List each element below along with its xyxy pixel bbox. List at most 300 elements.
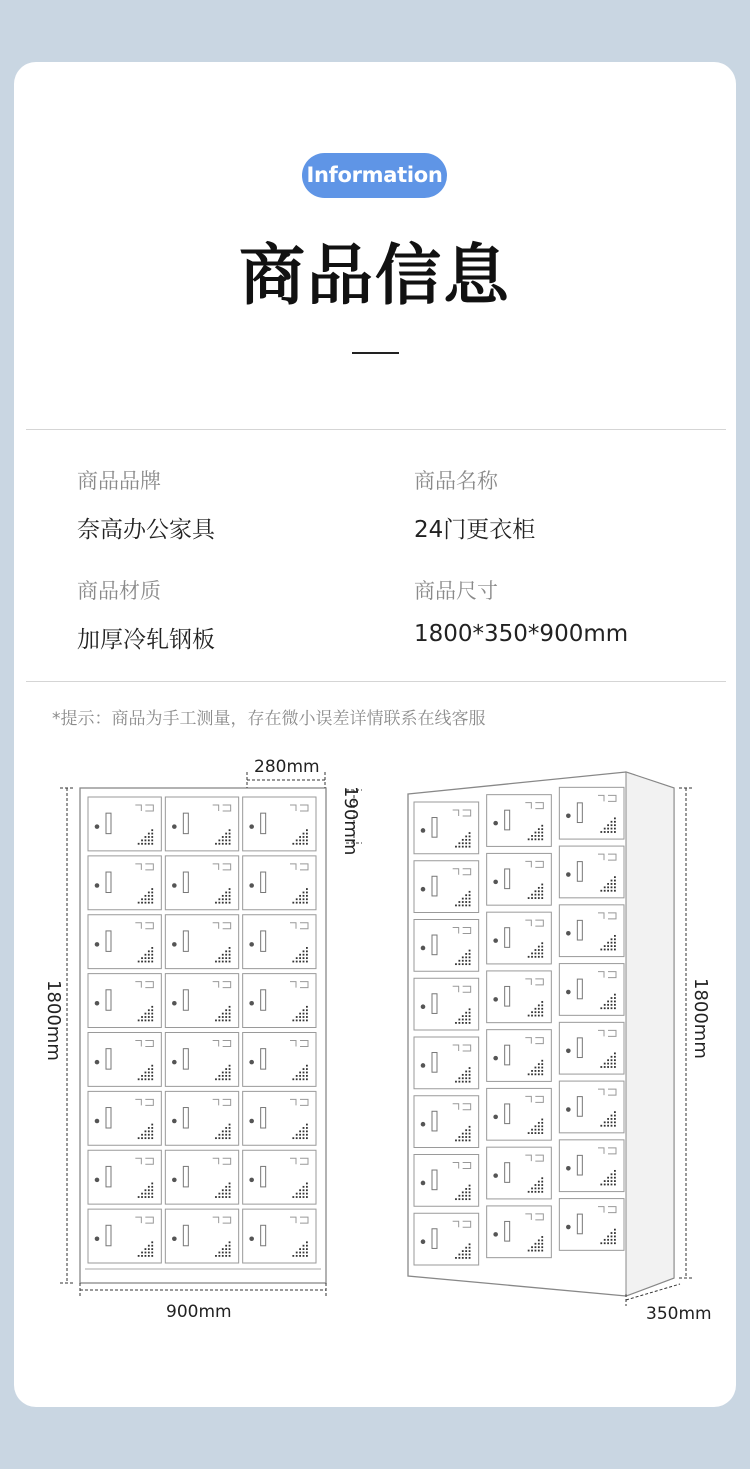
vent-dot (535, 832, 537, 834)
vent-dot (225, 1189, 227, 1191)
vent-dot (462, 839, 464, 841)
door-height-label: 190mm (340, 786, 361, 856)
vent-dot (303, 950, 305, 952)
lock-icon (421, 828, 426, 833)
vent-dot (541, 1250, 543, 1252)
vent-dot (306, 1137, 308, 1139)
vent-dot (611, 883, 613, 885)
vent-dot (306, 839, 308, 841)
vent-dot (541, 1239, 543, 1241)
height-side-label: 1800mm (690, 978, 711, 1059)
vent-dot (469, 1136, 471, 1138)
vent-dot (614, 1121, 616, 1123)
vent-dot (535, 1067, 537, 1069)
vent-dot (604, 890, 606, 892)
vent-dot (141, 1016, 143, 1018)
vent-dot (296, 957, 298, 959)
locker-door (88, 797, 161, 851)
vent-dot (151, 829, 153, 831)
vent-dot (458, 1195, 460, 1197)
vent-dot (292, 843, 294, 845)
vent-dot (455, 1022, 457, 1024)
vent-dot (218, 898, 220, 900)
vent-dot (222, 1189, 224, 1191)
vent-dot (303, 957, 305, 959)
vent-dot (145, 1130, 147, 1132)
vent-dot (462, 846, 464, 848)
vent-dot (465, 1257, 467, 1259)
lock-icon (493, 997, 498, 1002)
vent-dot (151, 957, 153, 959)
lock-icon (421, 1063, 426, 1068)
lock-icon (95, 942, 100, 947)
lock-icon (172, 824, 177, 829)
vent-dot (303, 833, 305, 835)
vent-dot (535, 838, 537, 840)
vent-dot (465, 836, 467, 838)
vent-dot (541, 1001, 543, 1003)
vent-dot (303, 839, 305, 841)
vent-dot (222, 1248, 224, 1250)
vent-dot (229, 1065, 231, 1067)
vent-dot (151, 839, 153, 841)
vent-dot (306, 1072, 308, 1074)
lock-icon (493, 880, 498, 885)
vent-dot (151, 1006, 153, 1008)
vent-dot (151, 833, 153, 835)
vent-dot (462, 1077, 464, 1079)
vent-dot (604, 1125, 606, 1127)
vent-dot (607, 1059, 609, 1061)
locker-door (243, 1033, 316, 1087)
vent-dot (541, 1177, 543, 1179)
vent-dot (535, 1011, 537, 1013)
vent-dot (462, 1133, 464, 1135)
vent-dot (614, 828, 616, 830)
vent-dot (229, 843, 231, 845)
vent-dot (225, 898, 227, 900)
vent-dot (531, 897, 533, 899)
lock-icon (172, 883, 177, 888)
vent-dot (535, 956, 537, 958)
vent-dot (535, 890, 537, 892)
vent-dot (614, 1066, 616, 1068)
vent-dot (229, 1183, 231, 1185)
vent-dot (611, 1115, 613, 1117)
lock-icon (172, 1001, 177, 1006)
vent-dot (303, 902, 305, 904)
vent-dot (607, 1007, 609, 1009)
vent-dot (141, 1134, 143, 1136)
vent-dot (469, 1185, 471, 1187)
vent-dot (535, 1129, 537, 1131)
vent-dot (541, 1188, 543, 1190)
vent-dot (141, 1196, 143, 1198)
vent-dot (145, 1252, 147, 1254)
vent-dot (229, 1009, 231, 1011)
vent-dot (469, 846, 471, 848)
vent-dot (306, 1078, 308, 1080)
vent-dot (222, 839, 224, 841)
vent-dot (614, 1056, 616, 1058)
locker-door (487, 853, 552, 905)
vent-dot (462, 1254, 464, 1256)
vent-dot (458, 846, 460, 848)
vent-dot (225, 1068, 227, 1070)
vent-dot (229, 1020, 231, 1022)
locker-door (243, 915, 316, 969)
vent-dot (541, 835, 543, 837)
vent-dot (531, 838, 533, 840)
vent-dot (225, 892, 227, 894)
locker-door (414, 861, 479, 913)
lock-icon (421, 1181, 426, 1186)
vent-dot (225, 1078, 227, 1080)
vent-dot (600, 890, 602, 892)
vent-dot (455, 1198, 457, 1200)
vent-dot (229, 1189, 231, 1191)
lock-icon (95, 824, 100, 829)
spec-label-material: 商品材质 (77, 579, 161, 603)
vent-dot (225, 833, 227, 835)
vent-dot (465, 1015, 467, 1017)
vent-dot (541, 949, 543, 951)
vent-dot (611, 1236, 613, 1238)
vent-dot (229, 1137, 231, 1139)
vent-dot (535, 1073, 537, 1075)
lock-icon (172, 942, 177, 947)
vent-dot (614, 938, 616, 940)
vent-dot (528, 1250, 530, 1252)
lock-icon (421, 1004, 426, 1009)
vent-dot (229, 892, 231, 894)
vent-dot (299, 1248, 301, 1250)
vent-dot (299, 1137, 301, 1139)
vent-dot (151, 836, 153, 838)
vent-dot (614, 935, 616, 937)
vent-dot (229, 1134, 231, 1136)
vent-dot (229, 1196, 231, 1198)
vent-dot (528, 897, 530, 899)
vent-dot (614, 831, 616, 833)
vent-dot (462, 960, 464, 962)
vent-dot (465, 1071, 467, 1073)
vent-dot (145, 954, 147, 956)
vent-dot (306, 1013, 308, 1015)
vent-dot (303, 1186, 305, 1188)
vent-dot (148, 1020, 150, 1022)
locker-door (414, 920, 479, 972)
vent-dot (151, 1013, 153, 1015)
vent-dot (541, 956, 543, 958)
vent-dot (306, 1245, 308, 1247)
vent-dot (541, 1236, 543, 1238)
vent-dot (541, 832, 543, 834)
vent-dot (229, 1130, 231, 1132)
vent-dot (462, 1136, 464, 1138)
vent-dot (541, 1191, 543, 1193)
vent-dot (538, 953, 540, 955)
vent-dot (465, 956, 467, 958)
vent-dot (296, 1075, 298, 1077)
vent-dot (303, 1009, 305, 1011)
vent-dot (614, 945, 616, 947)
vent-dot (535, 835, 537, 837)
vent-dot (607, 1242, 609, 1244)
vent-dot (465, 901, 467, 903)
vent-dot (469, 1247, 471, 1249)
vent-dot (541, 887, 543, 889)
vent-dot (225, 950, 227, 952)
vent-dot (218, 1193, 220, 1195)
vent-dot (469, 1243, 471, 1245)
vent-dot (462, 1250, 464, 1252)
vent-dot (229, 895, 231, 897)
vent-dot (229, 836, 231, 838)
vent-dot (222, 1193, 224, 1195)
locker-door (559, 964, 624, 1016)
vent-dot (222, 1137, 224, 1139)
vent-dot (151, 1255, 153, 1257)
vent-dot (528, 1015, 530, 1017)
locker-door (243, 856, 316, 910)
vent-dot (607, 886, 609, 888)
vent-dot (469, 1126, 471, 1128)
vent-dot (303, 836, 305, 838)
lock-icon (566, 931, 571, 936)
vent-dot (148, 1248, 150, 1250)
vent-dot (229, 950, 231, 952)
lock-icon (493, 1056, 498, 1061)
vent-dot (458, 1257, 460, 1259)
door-width-label: 280mm (254, 757, 320, 777)
vent-dot (600, 949, 602, 951)
vent-dot (465, 1140, 467, 1142)
vent-dot (611, 1066, 613, 1068)
lock-icon (249, 824, 254, 829)
vent-dot (225, 957, 227, 959)
vent-dot (222, 1255, 224, 1257)
vent-dot (607, 1184, 609, 1186)
vent-dot (469, 1198, 471, 1200)
vent-dot (225, 843, 227, 845)
vent-dot (462, 1198, 464, 1200)
vent-dot (538, 1063, 540, 1065)
vent-dot (138, 1078, 140, 1080)
vent-dot (299, 1075, 301, 1077)
lock-icon (421, 1239, 426, 1244)
vent-dot (306, 954, 308, 956)
vent-dot (222, 843, 224, 845)
vent-dot (535, 897, 537, 899)
vent-dot (306, 843, 308, 845)
vent-dot (465, 1012, 467, 1014)
vent-dot (299, 1020, 301, 1022)
vent-dot (141, 898, 143, 900)
vent-dot (604, 1066, 606, 1068)
vent-dot (611, 1184, 613, 1186)
vent-dot (531, 1188, 533, 1190)
vent-dot (145, 1255, 147, 1257)
vent-dot (604, 886, 606, 888)
vent-dot (148, 1134, 150, 1136)
lock-icon (566, 990, 571, 995)
vent-dot (306, 961, 308, 963)
vent-dot (607, 1177, 609, 1179)
vent-dot (614, 1239, 616, 1241)
vent-dot (462, 842, 464, 844)
vent-dot (607, 1236, 609, 1238)
vent-dot (138, 1255, 140, 1257)
vent-dot (538, 1239, 540, 1241)
vent-dot (151, 1072, 153, 1074)
locker-door (243, 797, 316, 851)
vent-dot (541, 838, 543, 840)
vent-dot (148, 892, 150, 894)
vent-dot (611, 945, 613, 947)
vent-dot (151, 947, 153, 949)
vent-dot (151, 1245, 153, 1247)
vent-dot (141, 1075, 143, 1077)
vent-dot (538, 949, 540, 951)
lock-icon (421, 946, 426, 951)
vent-dot (541, 1011, 543, 1013)
vent-dot (145, 957, 147, 959)
vent-dot (306, 1065, 308, 1067)
vent-dot (296, 1252, 298, 1254)
vent-dot (141, 961, 143, 963)
locker-door (88, 915, 161, 969)
vent-dot (604, 1004, 606, 1006)
vent-dot (614, 942, 616, 944)
vent-dot (465, 960, 467, 962)
vent-dot (607, 945, 609, 947)
vent-dot (292, 902, 294, 904)
vent-dot (458, 1081, 460, 1083)
vent-dot (462, 898, 464, 900)
vent-dot (303, 843, 305, 845)
vent-dot (614, 1180, 616, 1182)
vent-dot (458, 905, 460, 907)
vent-dot (541, 890, 543, 892)
vent-dot (296, 1137, 298, 1139)
vent-dot (141, 1020, 143, 1022)
vent-dot (296, 1020, 298, 1022)
vent-dot (299, 1255, 301, 1257)
vent-dot (218, 957, 220, 959)
vent-dot (306, 1127, 308, 1129)
vent-dot (538, 1122, 540, 1124)
vent-dot (614, 883, 616, 885)
locker-door (414, 1213, 479, 1265)
vent-dot (225, 961, 227, 963)
vent-dot (296, 898, 298, 900)
locker-door (165, 797, 238, 851)
vent-dot (469, 1188, 471, 1190)
vent-dot (528, 1073, 530, 1075)
vent-dot (465, 894, 467, 896)
vent-dot (614, 1059, 616, 1061)
vent-dot (215, 843, 217, 845)
vent-dot (455, 1140, 457, 1142)
vent-dot (148, 895, 150, 897)
vent-dot (604, 1007, 606, 1009)
vent-dot (538, 946, 540, 948)
vent-dot (299, 839, 301, 841)
vent-dot (458, 1077, 460, 1079)
vent-dot (299, 1013, 301, 1015)
vent-dot (225, 1137, 227, 1139)
vent-dot (531, 1246, 533, 1248)
vent-dot (296, 1078, 298, 1080)
vent-dot (535, 953, 537, 955)
vent-dot (306, 833, 308, 835)
width-label: 900mm (166, 1302, 232, 1322)
locker-door (165, 1091, 238, 1145)
vent-dot (306, 1183, 308, 1185)
vent-dot (215, 1196, 217, 1198)
vent-dot (229, 1252, 231, 1254)
vent-dot (462, 1257, 464, 1259)
vent-dot (541, 897, 543, 899)
vent-dot (604, 1184, 606, 1186)
vent-dot (225, 1016, 227, 1018)
vent-dot (306, 902, 308, 904)
vent-dot (222, 1075, 224, 1077)
vent-dot (222, 1130, 224, 1132)
vent-dot (225, 1193, 227, 1195)
vent-dot (306, 1075, 308, 1077)
vent-dot (541, 1060, 543, 1062)
vent-dot (465, 953, 467, 955)
vent-dot (462, 1019, 464, 1021)
vent-dot (531, 1070, 533, 1072)
lock-icon (172, 1060, 177, 1065)
lock-icon (249, 1001, 254, 1006)
vent-dot (148, 950, 150, 952)
vent-dot (614, 1063, 616, 1065)
vent-dot (614, 880, 616, 882)
vent-dot (148, 1189, 150, 1191)
vent-dot (148, 1016, 150, 1018)
lock-icon (172, 1178, 177, 1183)
vent-dot (535, 1070, 537, 1072)
vent-dot (229, 1078, 231, 1080)
page-title: 商品信息 (239, 237, 511, 314)
vent-dot (604, 1239, 606, 1241)
vent-dot (229, 1013, 231, 1015)
lock-icon (249, 883, 254, 888)
locker-door (88, 1091, 161, 1145)
vent-dot (458, 1022, 460, 1024)
vent-dot (469, 1140, 471, 1142)
vent-dot (541, 1184, 543, 1186)
height-front-label: 1800mm (43, 980, 64, 1061)
vent-dot (607, 824, 609, 826)
vent-dot (138, 961, 140, 963)
vent-dot (541, 884, 543, 886)
vent-dot (458, 963, 460, 965)
vent-dot (138, 843, 140, 845)
locker-door (487, 971, 552, 1023)
vent-dot (225, 836, 227, 838)
vent-dot (229, 833, 231, 835)
vent-dot (222, 1196, 224, 1198)
vent-dot (225, 1130, 227, 1132)
vent-dot (614, 994, 616, 996)
vent-dot (531, 1250, 533, 1252)
vent-dot (611, 997, 613, 999)
